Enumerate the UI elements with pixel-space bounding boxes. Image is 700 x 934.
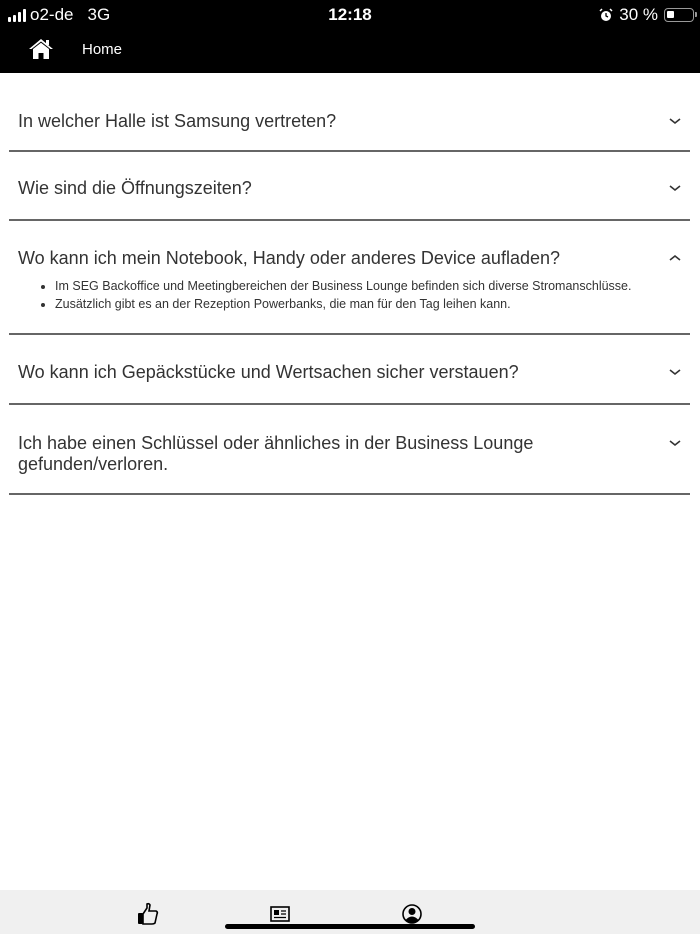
faq-question[interactable]: Ich habe einen Schlüssel oder ähnliches in der Business Lounge gefunden/verloren. xyxy=(18,433,534,474)
thumbs-up-icon[interactable] xyxy=(136,902,160,926)
faq-question[interactable]: Wo kann ich mein Notebook, Handy oder anderes Device aufladen? xyxy=(18,248,560,268)
battery-percent: 30 % xyxy=(619,5,658,24)
answer-bullet: • Zusätzlich gibt es an der Rezeption Powerbanks, die man für den Tag leihen kann. xyxy=(55,295,690,313)
clock: 12:18 xyxy=(328,5,372,24)
newspaper-icon[interactable] xyxy=(268,902,292,926)
faq-answer xyxy=(9,277,690,313)
carrier-name: o2-de xyxy=(30,5,74,24)
faq-item-expanded[interactable] xyxy=(9,221,690,335)
faq-list xyxy=(9,86,690,495)
profile-icon[interactable] xyxy=(400,902,424,926)
chevron-down-icon[interactable] xyxy=(668,116,682,126)
bottom-tab-bar xyxy=(0,890,700,934)
home-icon[interactable] xyxy=(28,38,54,60)
faq-item[interactable] xyxy=(9,405,690,495)
chevron-down-icon[interactable] xyxy=(668,183,682,193)
chevron-down-icon[interactable] xyxy=(668,438,682,448)
home-indicator[interactable] xyxy=(225,924,475,929)
faq-question[interactable]: Wie sind die Öffnungszeiten? xyxy=(18,178,252,198)
network-type: 3G xyxy=(87,5,111,24)
faq-item[interactable] xyxy=(9,152,690,221)
answer-bullet: • Im SEG Backoffice und Meetingbereichen der Business Lounge befinden sich diverse Stromanschlüsse. xyxy=(55,277,690,295)
faq-question[interactable]: In welcher Halle ist Samsung vertreten? xyxy=(18,111,337,131)
alarm-clock-icon xyxy=(599,8,613,22)
top-bar xyxy=(0,0,700,73)
faq-question[interactable]: Wo kann ich Gepäckstücke und Wertsachen sicher verstauen? xyxy=(18,362,519,382)
nav-bar xyxy=(0,30,700,73)
chevron-down-icon[interactable] xyxy=(668,367,682,377)
battery-icon xyxy=(664,8,694,22)
page-title: Home xyxy=(82,41,123,58)
faq-item[interactable] xyxy=(9,86,690,152)
status-bar xyxy=(0,0,700,30)
faq-item[interactable] xyxy=(9,335,690,405)
chevron-up-icon[interactable] xyxy=(668,253,682,263)
